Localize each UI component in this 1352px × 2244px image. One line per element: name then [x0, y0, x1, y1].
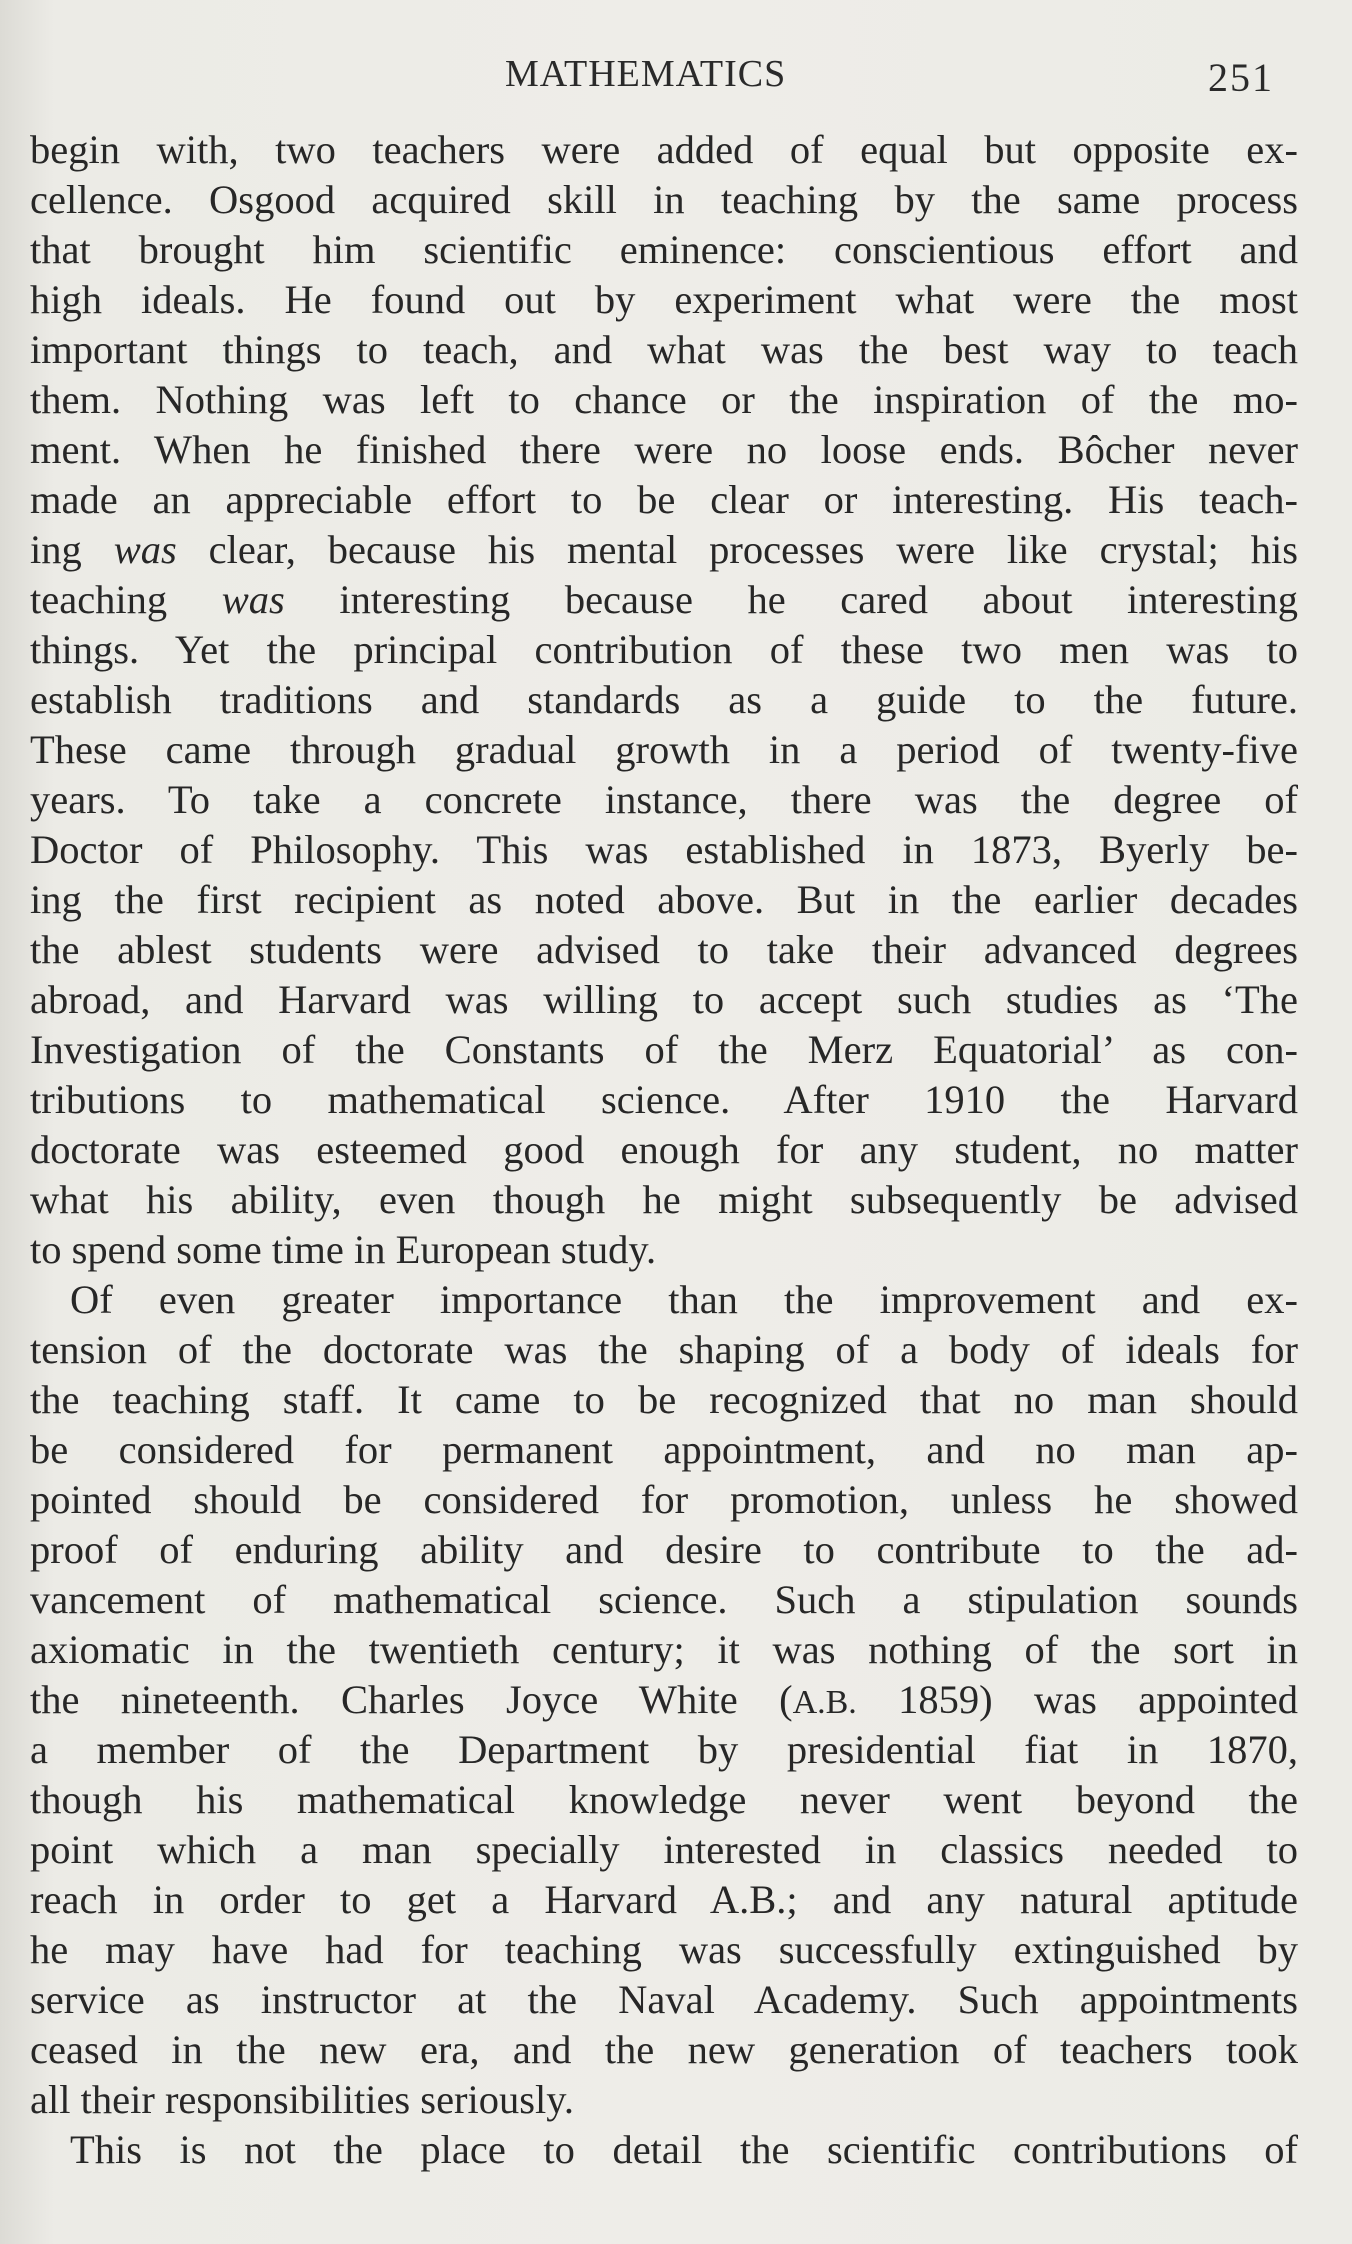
text-line: abroad, and Harvard was willing to accept such studies as ‘The: [30, 977, 1298, 1022]
text-line: ing the first recipient as noted above. But in the earlier decades: [30, 877, 1298, 922]
text-line: the teaching staff. It came to be recognized that no man should: [30, 1377, 1298, 1422]
text-line: Of even greater importance than the improvement and ex-: [70, 1277, 1298, 1322]
text-line: pointed should be considered for promotion, unless he showed: [30, 1477, 1298, 1522]
text-line: axiomatic in the twentieth century; it was nothing of the sort in: [30, 1627, 1298, 1672]
text-line: reach in order to get a Harvard A.B.; and any natural aptitude: [30, 1877, 1298, 1922]
text-line: tributions to mathematical science. After 1910 the Harvard: [30, 1077, 1298, 1122]
text-line: years. To take a concrete instance, there was the degree of: [30, 777, 1298, 822]
text-line: point which a man specially interested in classics needed to: [30, 1827, 1298, 1872]
text-line: [30, 1675, 1298, 1725]
body-text: [30, 125, 1298, 2175]
italic-emphasis: was: [221, 577, 285, 622]
italic-emphasis: was: [113, 527, 177, 572]
text-line: tension of the doctorate was the shaping of a body of ideals for: [30, 1327, 1298, 1372]
text-line: establish traditions and standards as a guide to the future.: [30, 677, 1298, 722]
text-line: high ideals. He found out by experiment what were the most: [30, 277, 1298, 322]
text-segment: ing: [30, 527, 114, 572]
text-line: This is not the place to detail the scientific contributions of: [70, 2127, 1298, 2172]
text-line: what his ability, even though he might subsequently be advised: [30, 1177, 1298, 1222]
text-line: important things to teach, and what was the best way to teach: [30, 327, 1298, 372]
text-line: that brought him scientific eminence: conscientious effort and: [30, 227, 1298, 272]
text-line: be considered for permanent appointment, and no man ap-: [30, 1427, 1298, 1472]
small-caps-degree: A.B.: [792, 1684, 857, 1721]
text-line: the ablest students were advised to take their advanced degrees: [30, 927, 1298, 972]
text-segment: 1859) was appointed: [856, 1677, 1298, 1722]
text-line: [30, 575, 1298, 625]
text-line: These came through gradual growth in a period of twenty-five: [30, 727, 1298, 772]
page-number: 251: [1208, 55, 1274, 100]
text-segment: teaching: [30, 577, 222, 622]
text-line: them. Nothing was left to chance or the inspiration of the mo-: [30, 377, 1298, 422]
running-head-title: MATHEMATICS: [505, 53, 787, 95]
text-line: though his mathematical knowledge never went beyond the: [30, 1777, 1298, 1822]
text-line: he may have had for teaching was successfully extinguished by: [30, 1927, 1298, 1972]
text-line: Investigation of the Constants of the Merz Equatorial’ as con-: [30, 1027, 1298, 1072]
text-line: Doctor of Philosophy. This was established in 1873, Byerly be-: [30, 827, 1298, 872]
text-line: [30, 525, 1298, 575]
text-line: things. Yet the principal contribution of these two men was to: [30, 627, 1298, 672]
text-line: proof of enduring ability and desire to contribute to the ad-: [30, 1527, 1298, 1572]
text-line: a member of the Department by presidential fiat in 1870,: [30, 1727, 1298, 1772]
text-segment: interesting because he cared about interesting: [284, 577, 1298, 622]
text-line: cellence. Osgood acquired skill in teaching by the same process: [30, 177, 1298, 222]
text-line: to spend some time in European study.: [30, 1227, 657, 1272]
text-line: ceased in the new era, and the new generation of teachers took: [30, 2027, 1298, 2072]
text-line: made an appreciable effort to be clear or interesting. His teach-: [30, 477, 1298, 522]
text-line: vancement of mathematical science. Such a stipulation sounds: [30, 1577, 1298, 1622]
text-line: begin with, two teachers were added of equal but opposite ex-: [30, 127, 1298, 172]
text-segment: clear, because his mental processes were like crystal; his: [176, 527, 1298, 572]
text-line: ment. When he finished there were no loose ends. Bôcher never: [30, 427, 1298, 472]
text-line: doctorate was esteemed good enough for any student, no matter: [30, 1127, 1298, 1172]
text-line: all their responsibilities seriously.: [30, 2077, 575, 2122]
text-segment: the nineteenth. Charles Joyce White (: [30, 1677, 793, 1722]
running-head: [0, 52, 1352, 102]
text-line: service as instructor at the Naval Academy. Such appointments: [30, 1977, 1298, 2022]
